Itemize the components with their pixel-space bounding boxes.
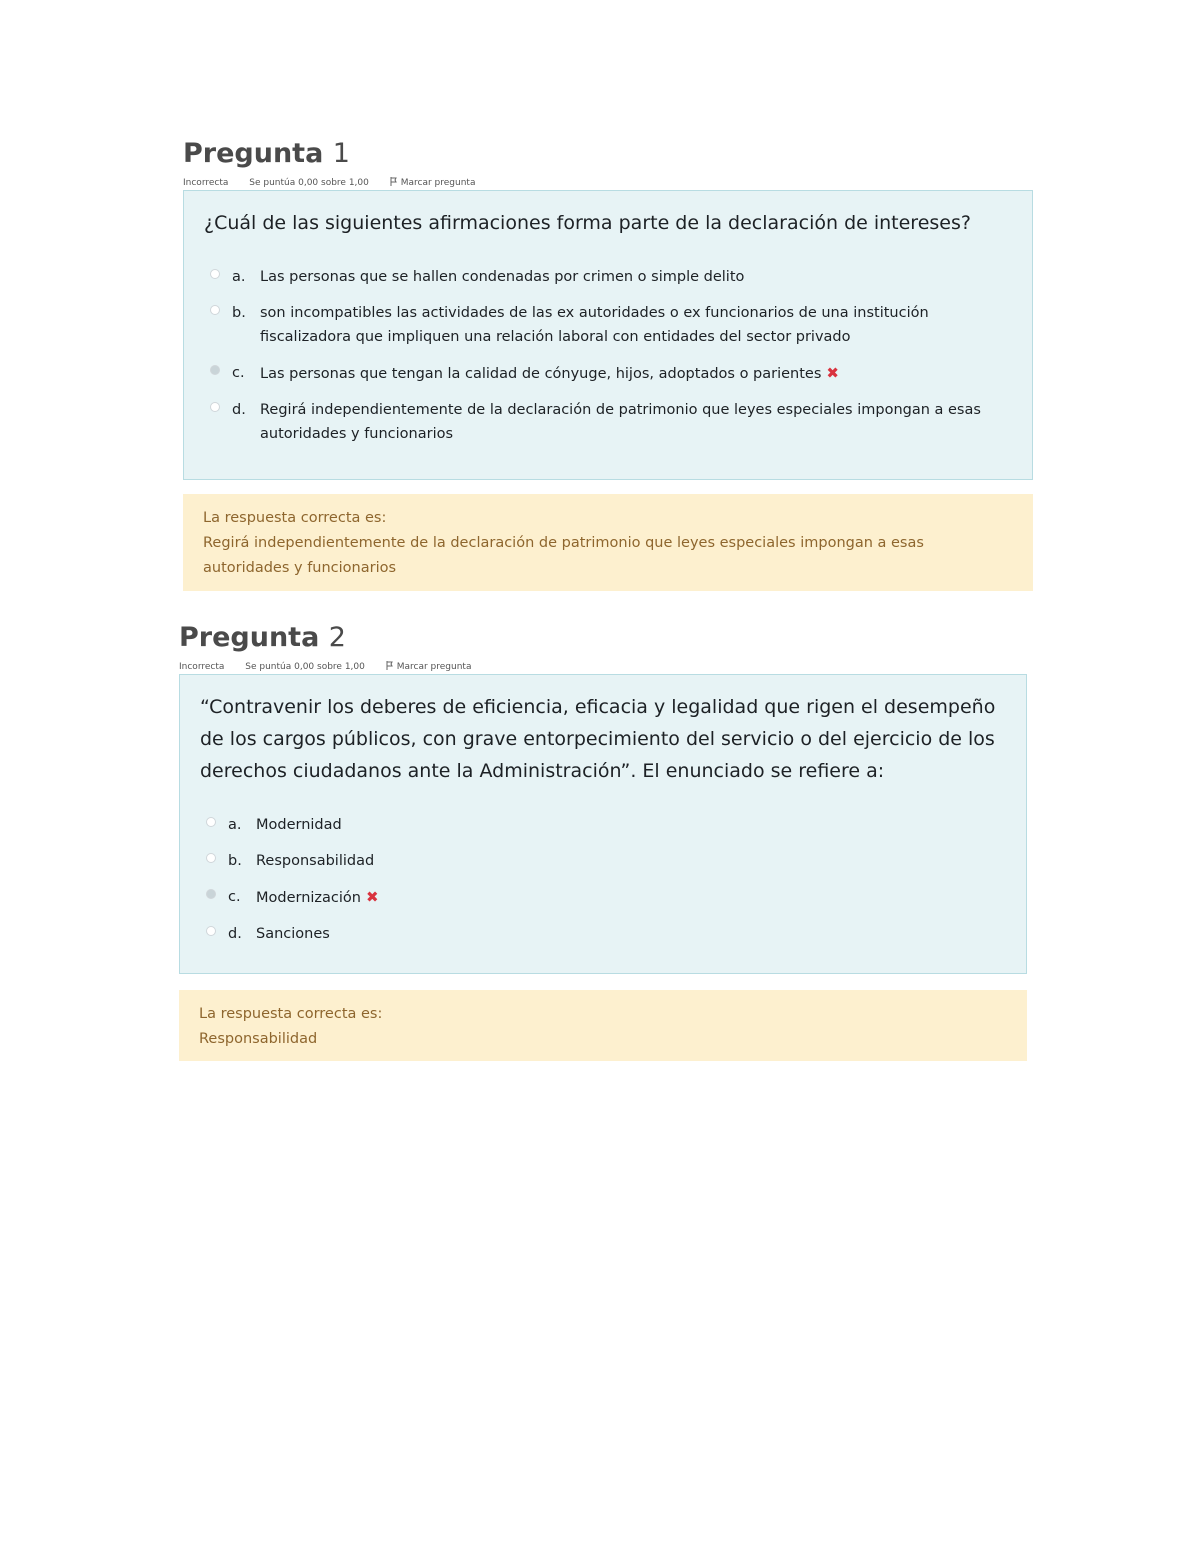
radio-a[interactable]: [206, 817, 216, 827]
answer-option-b[interactable]: b. son incompatibles las actividades de las ex autoridades o ex funcionarios de una institución fiscalizadora que impliquen una relación laboral con entidades del sector privado: [204, 301, 1012, 349]
incorrect-x-icon: ✖: [826, 364, 839, 382]
answer-option-d[interactable]: d. Sanciones: [200, 922, 1006, 946]
question-2-formulation: [179, 674, 1027, 974]
question-1-feedback: [183, 494, 1033, 591]
question-1-info: [183, 176, 1033, 190]
question-2-title: Pregunta 2: [179, 622, 346, 653]
answer-option-a[interactable]: a. Modernidad: [200, 813, 1006, 837]
question-1-state: Incorrecta: [183, 178, 229, 188]
flag-icon: [390, 177, 398, 186]
radio-b[interactable]: [206, 853, 216, 863]
question-2-info: [179, 660, 1027, 674]
radio-c[interactable]: [210, 365, 220, 375]
answer-option-b[interactable]: b. Responsabilidad: [200, 849, 1006, 873]
question-2: [179, 622, 1027, 1061]
question-1-grade: Se puntúa 0,00 sobre 1,00: [249, 178, 369, 188]
answer-option-c[interactable]: c. Las personas que tengan la calidad de cónyuge, hijos, adoptados o parientes ✖: [204, 361, 1012, 386]
correct-answer-label: La respuesta correcta es:: [203, 510, 387, 526]
question-2-state: Incorrecta: [179, 662, 225, 672]
answer-option-a[interactable]: a. Las personas que se hallen condenadas por crimen o simple delito: [204, 265, 1012, 289]
question-2-answers: [200, 813, 1006, 946]
question-2-grade: Se puntúa 0,00 sobre 1,00: [245, 662, 365, 672]
flag-icon: [386, 661, 394, 670]
question-1-title: Pregunta 1: [183, 138, 350, 169]
radio-d[interactable]: [206, 926, 216, 936]
radio-d[interactable]: [210, 402, 220, 412]
question-2-feedback: [179, 990, 1027, 1061]
correct-answer-text: Responsabilidad: [199, 1031, 318, 1047]
question-2-flag-link[interactable]: Marcar pregunta: [386, 662, 490, 672]
answer-option-c[interactable]: c. Modernización ✖: [200, 885, 1006, 910]
radio-c[interactable]: [206, 889, 216, 899]
question-1-answers: [204, 265, 1012, 446]
question-1-text: ¿Cuál de las siguientes afirmaciones forma parte de la declaración de intereses?: [204, 212, 971, 234]
question-1-flag-link[interactable]: Marcar pregunta: [390, 178, 494, 188]
radio-a[interactable]: [210, 269, 220, 279]
question-1: [183, 138, 1033, 591]
answer-option-d[interactable]: d. Regirá independientemente de la declaración de patrimonio que leyes especiales impongan a esas autoridades y funcionarios: [204, 398, 1012, 446]
correct-answer-text: Regirá independientemente de la declaración de patrimonio que leyes especiales impongan a esas autoridades y funcionarios: [203, 535, 924, 576]
incorrect-x-icon: ✖: [366, 888, 379, 906]
radio-b[interactable]: [210, 305, 220, 315]
question-1-formulation: [183, 190, 1033, 480]
correct-answer-label: La respuesta correcta es:: [199, 1006, 383, 1022]
question-2-text: “Contravenir los deberes de eficiencia, eficacia y legalidad que rigen el desempeño de los cargos públicos, con grave entorpecimiento del servicio o del ejercicio de los derechos ciudadanos ante la Administración”. El enunciado se refiere a:: [200, 696, 996, 782]
